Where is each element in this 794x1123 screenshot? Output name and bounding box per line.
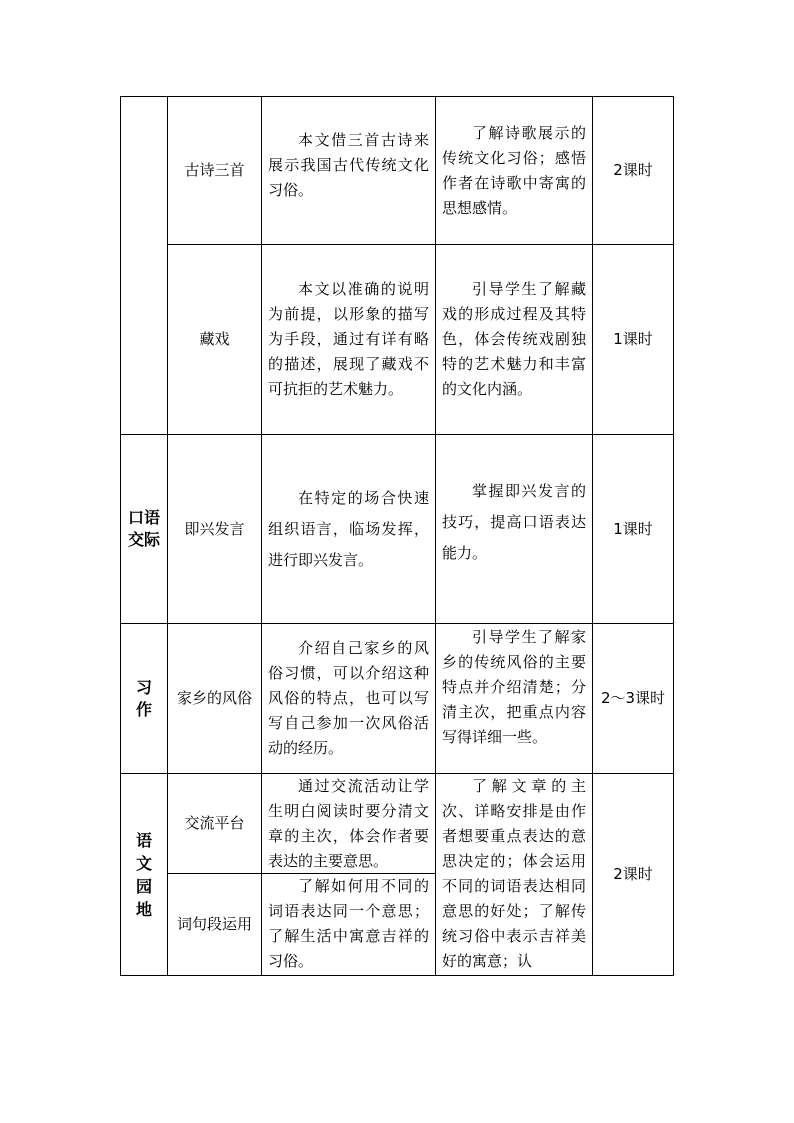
lesson-content-cell — [262, 245, 435, 434]
lesson-content-cell — [262, 774, 435, 873]
grid-line — [120, 975, 674, 976]
lesson-hours-cell — [593, 624, 673, 773]
lesson-title-cell — [168, 97, 261, 244]
lesson-goal: 掌握即兴发言的技巧，提高口语表达能力。 — [442, 481, 586, 562]
lesson-goal: 了解文章的主次、详略安排是由作者想要重点表达的意思决定的；体会运用不同的词语表达相同意思的好处；了解传统习俗中表示吉祥美好的寓意；认 — [442, 777, 586, 970]
lesson-title: 古诗三首 — [184, 161, 245, 179]
lesson-title-cell — [168, 624, 261, 773]
lesson-content-cell — [262, 435, 435, 623]
lesson-content: 本文借三首古诗来展示我国古代传统文化习俗。 — [268, 131, 429, 199]
lesson-hours: 2课时 — [613, 161, 653, 179]
lesson-title-cell — [168, 874, 261, 975]
lesson-hours: 2～3课时 — [600, 689, 666, 707]
plan-table — [120, 96, 674, 976]
lesson-hours: 1课时 — [613, 519, 653, 538]
lesson-goal-cell — [436, 774, 592, 975]
category-label: 习作 — [135, 677, 152, 719]
lesson-hours-cell — [593, 97, 673, 244]
lesson-hours-cell — [593, 435, 673, 623]
category-cell — [121, 435, 167, 623]
lesson-title: 词句段运用 — [176, 915, 252, 933]
lesson-goal-cell — [436, 97, 592, 244]
lesson-content-cell — [262, 624, 435, 773]
lesson-goal: 引导学生了解家乡的传统风俗的主要特点并介绍清楚；分清主次，把重点内容写得详细一些。 — [442, 628, 586, 746]
lesson-content: 通过交流活动让学生明白阅读时要分清文章的主次，体会作者要表达的主要意思。 — [268, 777, 429, 870]
lesson-hours-cell — [593, 774, 673, 975]
lesson-goal-cell — [436, 435, 592, 623]
lesson-content: 了解如何用不同的词语表达同一个意思；了解生活中寓意吉祥的习俗。 — [268, 877, 429, 970]
lesson-title-cell — [168, 435, 261, 623]
lesson-title: 家乡的风俗 — [176, 689, 252, 707]
lesson-goal: 引导学生了解藏戏的形成过程及其特色，体会传统戏剧独特的艺术魅力和丰富的文化内涵。 — [442, 280, 586, 398]
lesson-hours: 1课时 — [613, 330, 653, 348]
lesson-title-cell — [168, 245, 261, 434]
lesson-title-cell — [168, 774, 261, 873]
lesson-title: 交流平台 — [184, 814, 245, 832]
lesson-goal: 了解诗歌展示的传统文化习俗；感悟作者在诗歌中寄寓的思想感情。 — [442, 123, 586, 217]
category-label: 口语交际 — [127, 508, 160, 549]
lesson-title: 即兴发言 — [184, 519, 245, 538]
lesson-content: 本文以准确的说明为前提，以形象的描写为手段，通过有详有略的描述，展现了藏戏不可抗拒的艺术魅力。 — [268, 280, 429, 398]
lesson-hours: 2课时 — [613, 865, 653, 883]
category-label: 语文园地 — [135, 830, 152, 919]
lesson-content: 介绍自己家乡的风俗习惯，可以介绍这种风俗的特点，也可以写写自己参加一次风俗活动的经历。 — [268, 639, 429, 757]
lesson-content-cell — [262, 874, 435, 975]
lesson-hours-cell — [593, 245, 673, 434]
category-cell — [121, 624, 167, 773]
grid-line — [673, 96, 674, 976]
lesson-goal-cell — [436, 245, 592, 434]
lesson-content: 在特定的场合快速组织语言，临场发挥，进行即兴发言。 — [268, 488, 429, 569]
lesson-content-cell — [262, 97, 435, 244]
lesson-title: 藏戏 — [199, 330, 230, 348]
lesson-goal-cell — [436, 624, 592, 773]
category-cell — [121, 774, 167, 975]
